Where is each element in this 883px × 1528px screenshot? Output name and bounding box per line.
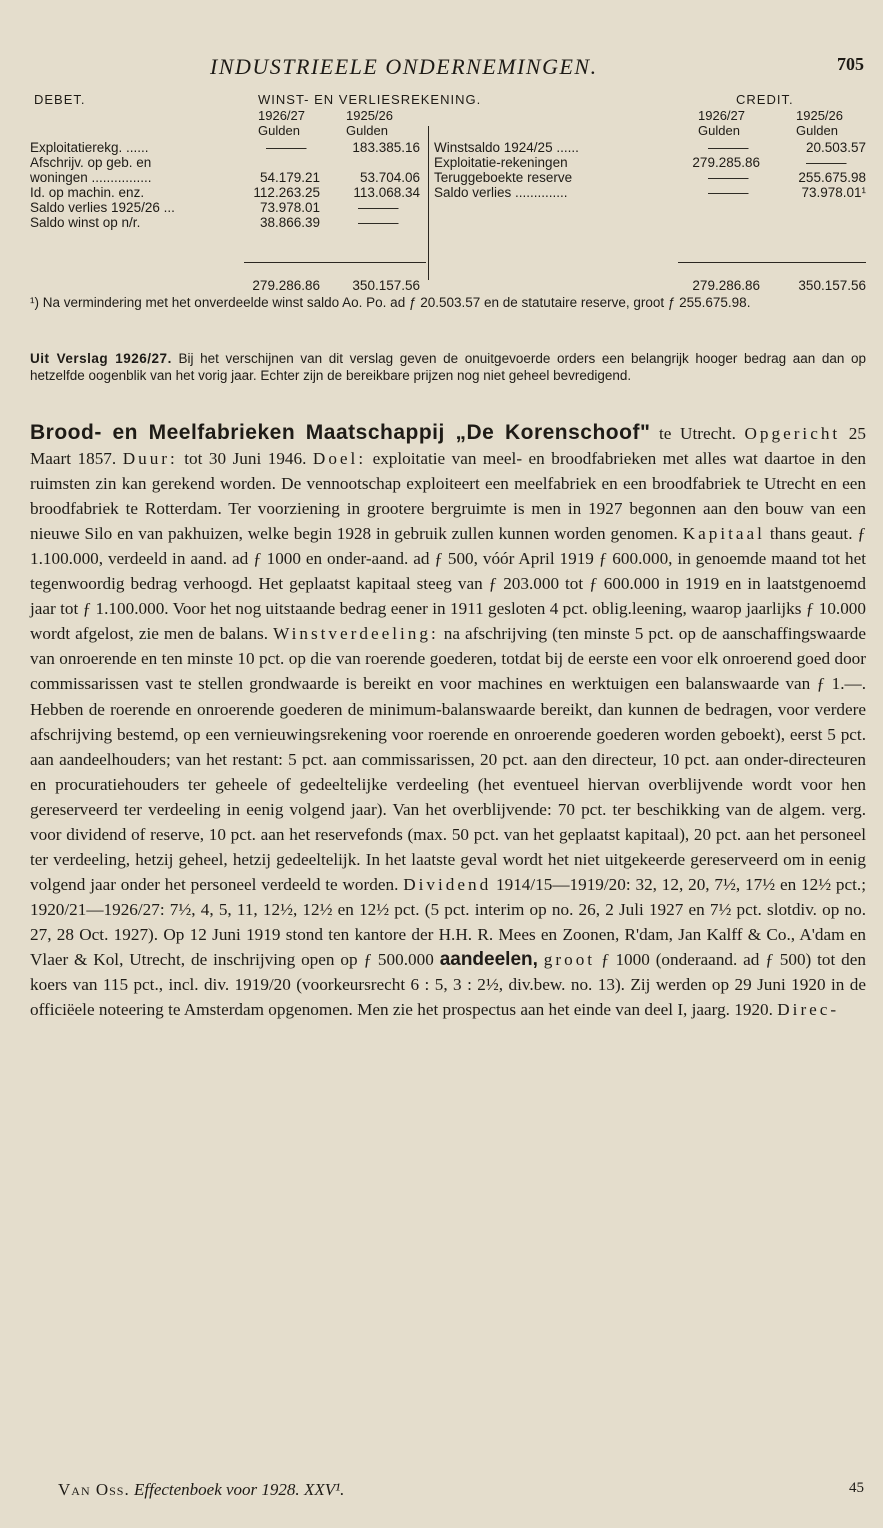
debit-col-unit-b: Gulden	[346, 123, 388, 138]
footer-author: Van Oss.	[58, 1480, 130, 1499]
debit-col-year-a: 1926/27	[258, 108, 305, 123]
company-name: Brood- en Meelfabrieken Maatschappij „De Korenschoof"	[30, 421, 651, 444]
debet-label: DEBET.	[34, 92, 86, 107]
footer-citation	[58, 1480, 344, 1500]
credit-col-unit-b: Gulden	[796, 123, 838, 138]
credit-row-label: Teruggeboekte reserve	[434, 170, 573, 185]
running-title: INDUSTRIEELE ONDERNEMINGEN.	[210, 54, 598, 79]
report-text: Bij het verschijnen van dit verslag geven de onuitgevoerde orders een belangrijk hooger bedrag aan dan op hetzelfde oogenblik van het vorig jaar. Echter zijn de bereikbare prijzen nog niet geheel bevredigend.	[30, 351, 866, 383]
debit-row-label: Id. op machin. enz.	[30, 185, 145, 200]
company-entry	[30, 420, 866, 1022]
debit-total-b: 350.157.56	[352, 278, 420, 293]
debit-row-dash: ———	[358, 200, 399, 215]
keyword-groot: groot	[543, 949, 596, 969]
credit-row-label: Saldo verlies ..............	[434, 185, 568, 200]
keyword-duur: Duur:	[122, 449, 178, 469]
credit-total-rule	[678, 262, 866, 263]
credit-row-dash: ———	[708, 140, 749, 155]
document-page	[30, 0, 866, 1528]
debit-row-value-b: 53.704.06	[359, 170, 420, 185]
credit-col-year-b: 1925/26	[796, 108, 843, 123]
entry-text: exploitatie van meel- en broodfabrieken met alles wat daartoe in den ruimsten zin kan gerekend worden. De vennootschap exploiteert een meelfabriek en een broodfabriek te Utrecht en een broodfabriek te Rotterdam. Ter voorziening in grootere bergruimte is men in 1927 begonnen aan den bouw van een nieuwe Silo en van pakhuizen, welke begin 1928 in gebruik zullen kunnen worden genomen.	[30, 449, 866, 544]
debit-row-label: woningen ................	[30, 170, 152, 185]
debit-row-label: Exploitatierekg. ......	[30, 140, 149, 155]
footer-book: Effectenboek voor 1928.	[133, 1480, 300, 1499]
credit-col-unit-a: Gulden	[698, 123, 740, 138]
running-head	[30, 54, 866, 84]
debit-row-label: Saldo verlies 1925/26 ...	[30, 200, 175, 215]
account-footnote: ¹) Na vermindering met het onverdeelde winst saldo Ao. Po. ad ƒ 20.503.57 en de statutaire reserve, groot ƒ 255.675.98.	[30, 295, 751, 310]
keyword-aandeelen: aandeelen,	[439, 948, 538, 970]
debit-row-value-a: 73.978.01	[259, 200, 320, 215]
credit-row-value-b: 73.978.01¹	[801, 185, 866, 200]
debit-row-dash: ———	[358, 215, 399, 230]
annual-report-excerpt	[30, 350, 866, 384]
debit-total-a: 279.286.86	[252, 278, 320, 293]
debit-row-dash: ———	[266, 140, 307, 155]
credit-row-dash: ———	[708, 170, 749, 185]
credit-label: CREDIT.	[736, 92, 794, 107]
debit-row-label: Saldo winst op n/r.	[30, 215, 141, 230]
debit-col-unit-a: Gulden	[258, 123, 300, 138]
footer-volume: XXV¹.	[303, 1480, 345, 1499]
keyword-opgericht: Opgericht	[744, 424, 841, 443]
keyword-doel: Doel:	[312, 449, 367, 469]
credit-row-dash: ———	[708, 185, 749, 200]
debit-total-rule	[244, 262, 426, 263]
debit-row-value-a: 112.263.25	[253, 185, 320, 200]
keyword-winstverdeeling: Winstverdeeling:	[273, 624, 439, 644]
credit-total-a: 279.286.86	[692, 278, 760, 293]
credit-row-value-a: 279.285.86	[692, 155, 760, 170]
entry-text: te Utrecht.	[650, 424, 745, 443]
page-footer	[30, 1480, 866, 1510]
entry-text: 25 Maart 1857.	[30, 424, 866, 469]
entry-text: na afschrijving (ten minste 5 pct. op de aanschaffingswaarde van onroerende en ten minste 10 pct. op die van roerende goederen, totdat bij de eerste een voor elk onroerend goed door commissarissen vast te stellen grondwaarde is bereikt en voor machines en werktuigen een balanswaarde van ƒ 1.—. Hebben de roerende en onroerende goederen de minimum-balanswaarde bereikt, dan kunnen de bedragen, voor verdere afschrijving bestemd, op een vernieuwingsrekening voor roerende en onroerende goederen worden geboekt), eerst 5 pct. aan aandeelhouders; van het restant: 5 pct. aan commissarissen, 20 pct. aan den directeur, 10 pct. aan onder-directeuren en procuratiehouders ter geheele of gedeeltelijke verdeeling (het eventueel hiervan overblijvende wordt voor hen gereserveerd ter verdeeling in eenig volgend jaar). Van het overblijvende: 70 pct. ter beschikking van de algem. verg. voor dividend of reserve, 10 pct. aan het reservefonds (max. 50 pct. van het geplaatst kapitaal), 20 pct. aan het personeel ter verdeeling, hetzij geheel, hetzij gedeeltelijk. In het laatste geval wordt het niet uitgekeerde gereserveerd om in eenig volgend jaar onder het personeel verdeeld te worden.	[30, 624, 867, 894]
credit-row-value-b: 255.675.98	[798, 170, 866, 185]
credit-total-b: 350.157.56	[798, 278, 866, 293]
debit-row-value-b: 113.068.34	[353, 185, 420, 200]
keyword-kapitaal: Kapitaal	[682, 524, 765, 544]
entry-text: 1914/15—1919/20: 32, 12, 20, 7½, 17½ en 12½ pct.; 1920/21—1926/27: 7½, 4, 5, 11, 12½, 12½ en 12½ pct. (5 pct. interim op no. 26, 2 Juli 1927 en 7½ pct. slotdiv. op no. 27, 28 Oct. 1927). Op 12 Juni 1919 stond ten kantore der H.H. R. Mees en Zoonen, R'dam, Jan Kalff & Co., A'dam en Vlaer & Kol, Utrecht, de inschrijving open op ƒ 500.000	[30, 874, 866, 969]
credit-row-value-b: 20.503.57	[805, 140, 866, 155]
page-number: 705	[837, 54, 864, 74]
credit-row-dash: ———	[806, 155, 847, 170]
entry-text: thans geaut. ƒ 1.100.000, verdeeld in aand. ad ƒ 1000 en onder-aand. ad ƒ 500, vóór April 1919 ƒ 600.000, in genoemde maand tot het tegenwoordig bedrag verhoogd. Het geplaatst kapitaal steeg van ƒ 203.000 tot ƒ 600.000 in 1919 en in laatstgenoemd jaar tot ƒ 1.100.000. Voor het nog uitstaande bedrag eener in 1911 gesloten 4 pct. oblig.leening, waarop jaarlijks ƒ 10.000 wordt afgelost, zie men de balans.	[30, 524, 866, 644]
debit-row-value-a: 38.866.39	[259, 215, 320, 230]
debit-row-value-b: 183.385.16	[352, 140, 420, 155]
account-divider	[428, 126, 429, 280]
entry-text: ƒ 1000 (onderaand. ad ƒ 500) tot den koers van 115 pct., incl. div. 1919/20 (voorkeursrecht 6 : 5, 3 : 2½, div.bew. no. 13). Zij werden op 29 Juni 1920 in de officiëele noteering te Amsterdam opgenomen. Men zie het prospectus aan het einde van deel I, jaarg. 1920.	[30, 949, 866, 1020]
report-lead: Uit Verslag 1926/27.	[30, 351, 172, 366]
footer-sheet-number: 45	[849, 1480, 864, 1496]
debit-row-label: Afschrijv. op geb. en	[30, 155, 152, 170]
credit-row-label: Exploitatie-rekeningen	[434, 155, 568, 170]
keyword-directie: Direc-	[777, 1000, 840, 1020]
entry-text: tot 30 Juni 1946.	[177, 449, 313, 469]
debit-row-value-a: 54.179.21	[259, 170, 320, 185]
debit-col-year-b: 1925/26	[346, 108, 393, 123]
credit-row-label: Winstsaldo 1924/25 ......	[434, 140, 579, 155]
credit-col-year-a: 1926/27	[698, 108, 745, 123]
keyword-dividend: Dividend	[403, 874, 492, 894]
account-title: WINST- EN VERLIESREKENING.	[258, 92, 482, 107]
